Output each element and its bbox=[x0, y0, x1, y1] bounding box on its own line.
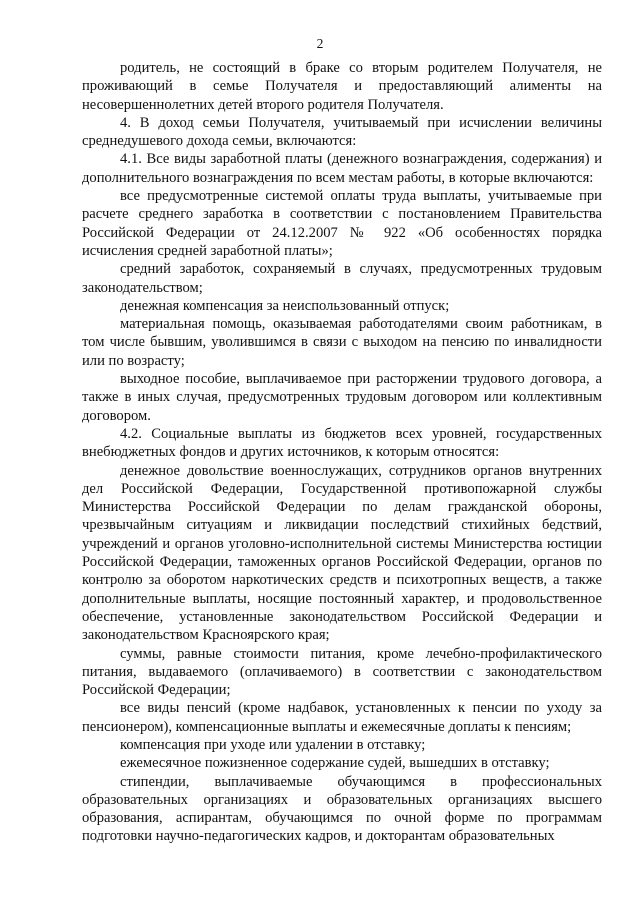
paragraph-list-item: денежное довольствие военнослужащих, сотрудников органов внутренних дел Российской Федерации, Государственной противопожарной службы Министерства Российской Федерации по делам гражданской обороны, чрезвычайным ситуациям и ликвидации последствий стихийных бедствий, учреждений и органов уголовно-исполнительной системы Министерства юстиции Российской Федерации, таможенных органов Российской Федерации, органов по контролю за оборотом наркотических средств и психотропных веществ, а также дополнительные выплаты, носящие постоянный характер, и продовольственное обеспечение, установленные законодательством Российской Федерации и законодательством Красноярского края; bbox=[82, 462, 602, 644]
paragraph-continuation: родитель, не состоящий в браке со вторым родителем Получателя, не проживающий в семье Получателя и предоставляющий алименты на несовершеннолетних детей второго родителя Получателя. bbox=[82, 60, 602, 113]
page-number: 2 bbox=[316, 36, 324, 51]
paragraph-list-item: стипендии, выплачиваемые обучающимся в профессиональных образовательных организациях и образовательных организациях высшего образования, аспирантам, обучающимся по очной форме по программам подготовки научно-педагогических кадров, и докторантам образовательных bbox=[82, 773, 602, 845]
paragraph-list-item: средний заработок, сохраняемый в случаях, предусмотренных трудовым законодательством; bbox=[82, 261, 602, 296]
paragraph-list-item: выходное пособие, выплачиваемое при расторжении трудового договора, а также в иных случая, предусмотренных трудовым договором или коллективным договором. bbox=[82, 371, 602, 424]
paragraph-list-item: материальная помощь, оказываемая работодателями своим работникам, в том числе бывшим, уволившимся в связи с выходом на пенсию по инвалидности или по возрасту; bbox=[82, 316, 602, 369]
paragraph-section-4-1: 4.1. Все виды заработной платы (денежного вознаграждения, содержания) и дополнительного вознаграждения по всем местам работы, в которые включаются: bbox=[82, 151, 602, 186]
paragraph-list-item: все виды пенсий (кроме надбавок, установленных к пенсии по уходу за пенсионером), компенсационные выплаты и ежемесячные доплаты к пенсиям; bbox=[82, 700, 602, 735]
paragraph-list-item: все предусмотренные системой оплаты труда выплаты, учитываемые при расчете среднего заработка в соответствии с постановлением Правительства Российской Федерации от 24.12.2007 № 922 «Об особенностях порядка исчисления средней заработной платы»; bbox=[82, 188, 602, 259]
paragraph-section-4: 4. В доход семьи Получателя, учитываемый при исчислении величины среднедушевого дохода семьи, включаются: bbox=[82, 114, 602, 150]
paragraph-list-item: ежемесячное пожизненное содержание судей, вышедших в отставку; bbox=[120, 755, 550, 772]
paragraph-section-4-2: 4.2. Социальные выплаты из бюджетов всех уровней, государственных внебюджетных фондов и других источников, к которым относятся: bbox=[82, 425, 602, 461]
paragraph-list-item: суммы, равные стоимости питания, кроме лечебно-профилактического питания, выдаваемого (оплачиваемого) в соответствии с законодательством Российской Федерации; bbox=[82, 645, 602, 699]
document-body bbox=[82, 59, 602, 846]
paragraph-list-item: денежная компенсация за неиспользованный отпуск; bbox=[120, 297, 450, 314]
paragraph-list-item: компенсация при уходе или удалении в отставку; bbox=[120, 736, 426, 753]
